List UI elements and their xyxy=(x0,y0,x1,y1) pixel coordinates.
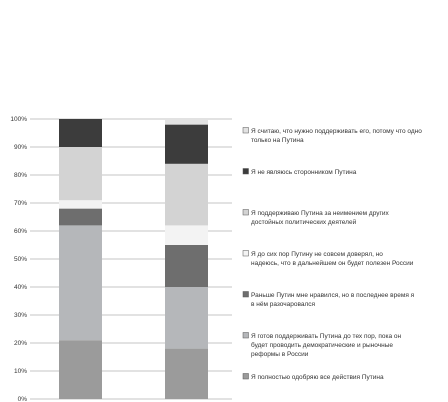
legend xyxy=(243,128,422,382)
legend-swatch xyxy=(243,169,249,175)
legend-swatch xyxy=(243,210,249,216)
bar-segment-1-1 xyxy=(59,340,102,399)
y-tick-label: 90% xyxy=(13,144,27,152)
bar-segment-1-2 xyxy=(59,225,102,340)
legend-label: в нём разочаровался xyxy=(251,301,316,308)
legend-label: Я до сих пор Путину не совсем доверял, но xyxy=(251,251,383,258)
legend-label: Я считаю, что нужно поддерживать его, потому что одно xyxy=(251,128,422,135)
legend-label: надеюсь, что в дальнейшем он будет полезен России xyxy=(251,260,414,267)
bar-segment-2-2 xyxy=(165,287,208,349)
legend-item xyxy=(243,292,415,309)
legend-item xyxy=(243,333,401,359)
legend-label: Раньше Путин мне нравился, но в последнее время я xyxy=(251,292,415,299)
y-tick-label: 100% xyxy=(10,116,27,124)
legend-label: Я готов поддерживать Путина до тех пор, пока он xyxy=(251,333,402,340)
legend-item xyxy=(243,128,422,145)
legend-swatch xyxy=(243,128,249,134)
legend-label: достойных политических деятелей xyxy=(251,219,357,226)
bar-segment-2-4 xyxy=(165,225,208,245)
bar-segment-2-1 xyxy=(165,349,208,399)
bar-segment-2-7 xyxy=(165,119,208,125)
y-tick-label: 10% xyxy=(13,368,27,376)
y-tick-label: 40% xyxy=(13,284,27,292)
y-tick-label: 30% xyxy=(13,312,27,320)
legend-item xyxy=(243,210,390,227)
legend-swatch xyxy=(243,374,249,380)
legend-swatch xyxy=(243,292,249,298)
bar-segment-2-6 xyxy=(165,125,208,164)
y-tick-label: 60% xyxy=(13,228,27,236)
y-tick-label: 0% xyxy=(17,396,27,402)
y-tick-label: 50% xyxy=(13,256,27,264)
y-tick-label: 20% xyxy=(13,340,27,348)
legend-swatch xyxy=(243,251,249,257)
bar-segment-1-4 xyxy=(59,200,102,208)
legend-item xyxy=(243,169,357,177)
legend-label: Я поддерживаю Путина за неимением других xyxy=(251,210,389,217)
bar-segment-1-5 xyxy=(59,147,102,200)
bar-segment-1-3 xyxy=(59,209,102,226)
bar-segment-2-3 xyxy=(165,245,208,287)
y-tick-label: 80% xyxy=(13,172,27,180)
legend-swatch xyxy=(243,333,249,339)
legend-item xyxy=(243,373,384,381)
legend-label: Я полностью одобряю все действия Путина xyxy=(251,374,384,381)
legend-label: реформы в России xyxy=(251,351,309,358)
legend-item xyxy=(243,251,414,268)
legend-label: Я не являюсь сторонником Путина xyxy=(251,169,357,176)
bar-segment-1-6 xyxy=(59,119,102,147)
legend-label: будет проводить демократические и рыночные xyxy=(251,342,394,349)
legend-label: только на Путина xyxy=(251,137,304,144)
bar-segment-2-5 xyxy=(165,164,208,226)
y-tick-label: 70% xyxy=(13,200,27,208)
